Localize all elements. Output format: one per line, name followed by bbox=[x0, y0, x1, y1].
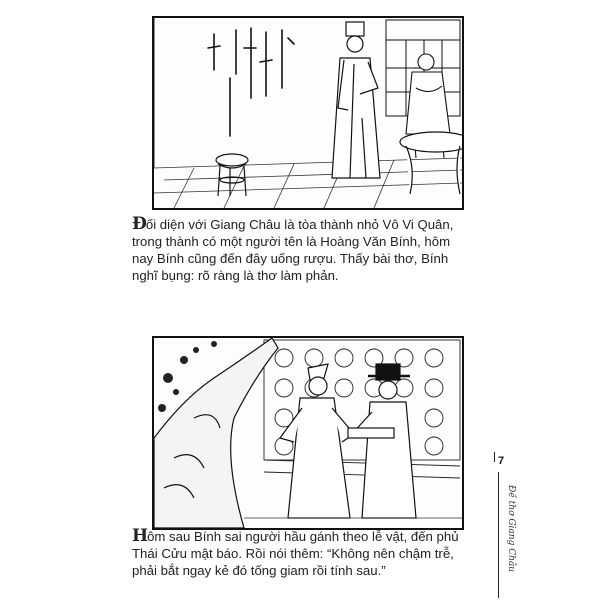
running-title-rule bbox=[498, 472, 499, 598]
page-number-rule bbox=[494, 452, 495, 462]
paragraph-top-text: Đối diện với Giang Châu là tòa thành nhỏ Vô Vi Quân, trong thành có một người tên là Hoàng Văn Bính, hôm nay Bính cũng đến đây uống rượu. Thấy bài thơ, Bính nghĩ bụng: rõ ràng là thơ làm phản. bbox=[132, 214, 454, 283]
paragraph-top bbox=[132, 216, 472, 284]
officials-in-courtyard-icon bbox=[154, 338, 462, 528]
dropcap-bottom: H bbox=[132, 526, 148, 546]
paragraph-bottom bbox=[132, 528, 472, 579]
running-title: Đề thơ Giang Châu bbox=[506, 485, 516, 573]
illustration-bottom bbox=[152, 336, 464, 530]
scholar-at-poem-wall-icon bbox=[154, 18, 462, 208]
paragraph-bottom-text: Hôm sau Bính sai người hầu gánh theo lễ vật, đến phủ Thái Cửu mật báo. Rồi nói thêm: “Không nên chậm trễ, phải bắt ngay kẻ đó tống giam rồi tính sau.” bbox=[132, 526, 459, 578]
page-number: 7 bbox=[498, 455, 505, 467]
dropcap-top: Đ bbox=[132, 214, 146, 234]
illustration-top bbox=[152, 16, 464, 210]
